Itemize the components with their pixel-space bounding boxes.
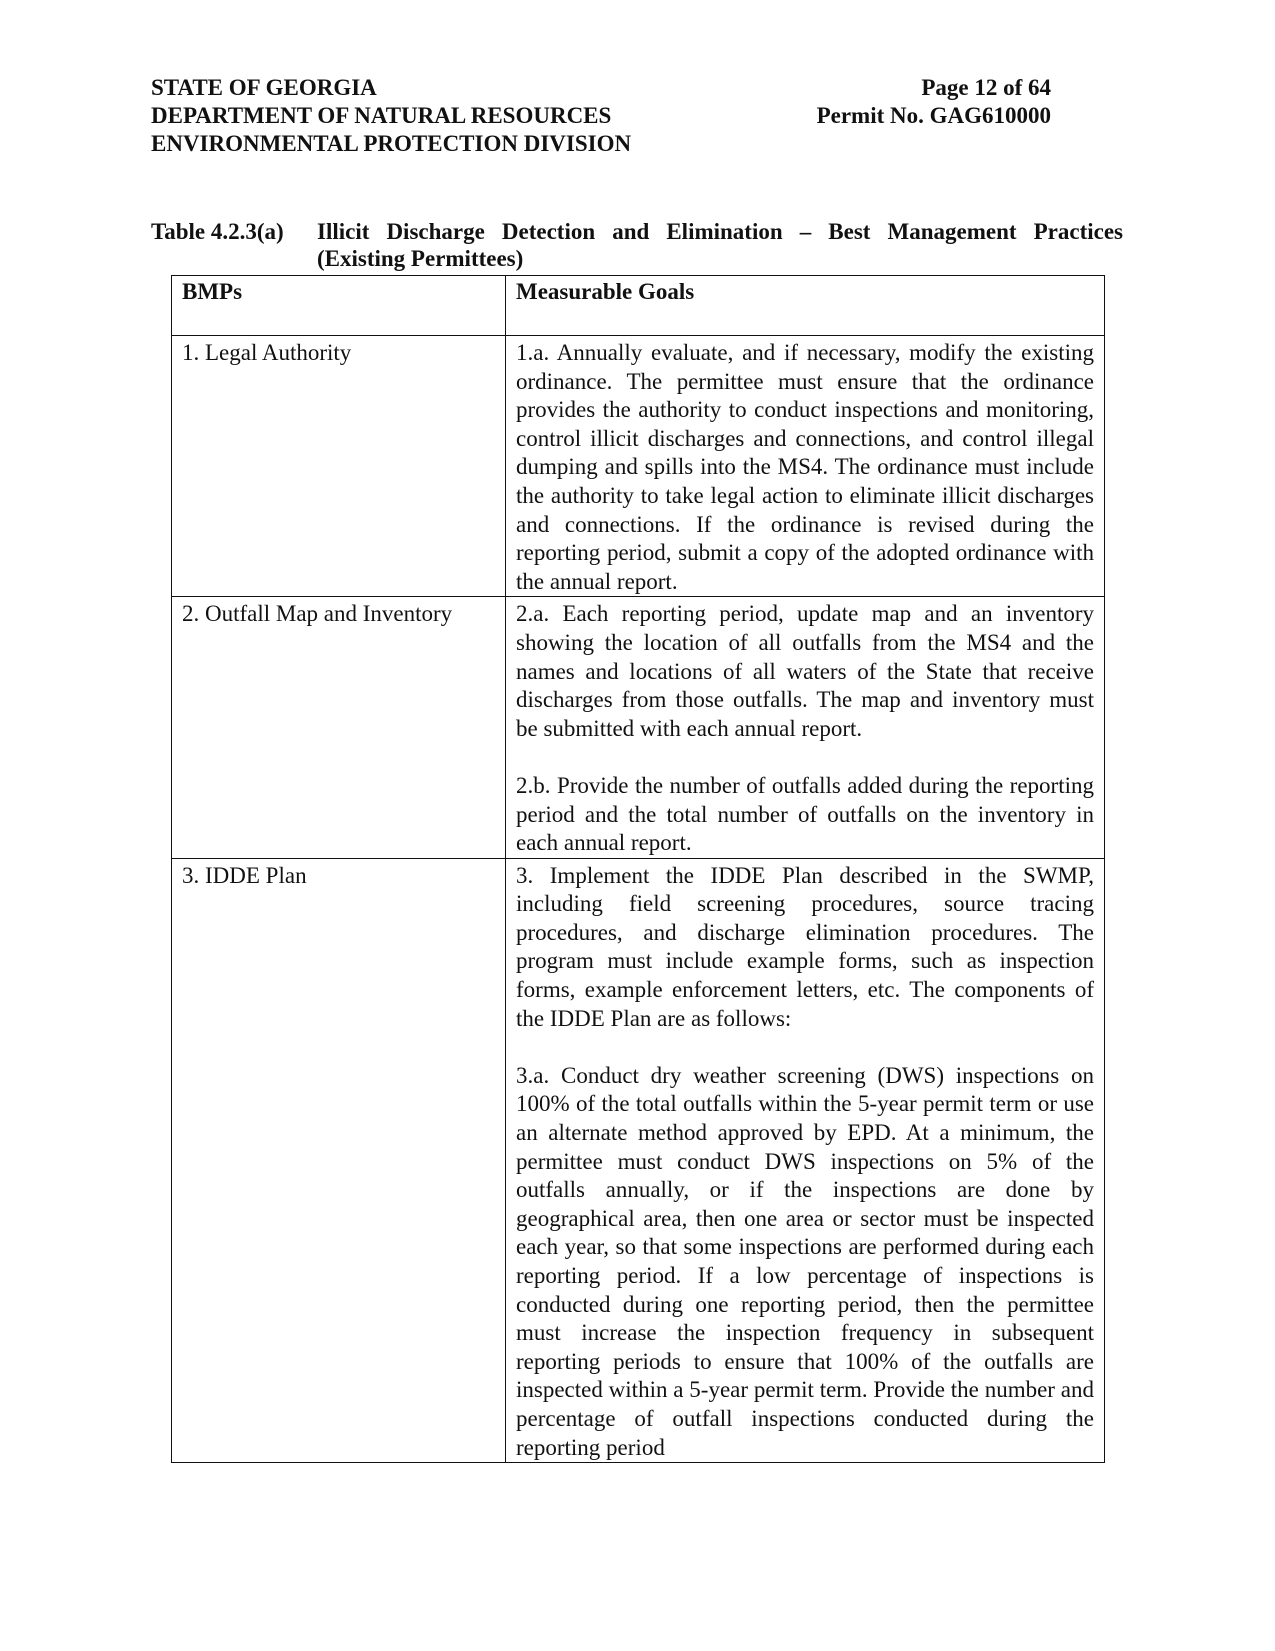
goal-2b: 2.b. Provide the number of outfalls added during the reporting period and the total number of outfalls on the inventory in each annual report. xyxy=(516,772,1094,856)
goal-1a: 1.a. Annually evaluate, and if necessary, modify the existing ordinance. The permittee must ensure that the ordinance provides the authority to conduct inspections and monitoring, control illicit discharges and connections, and control illegal dumping and spills into the MS4. The ordinance must include the authority to take legal action to eliminate illicit discharges and connections. If the ordinance is revised during the reporting period, submit a copy of the adopted ordinance with the annual report. xyxy=(516,340,1094,594)
goals-cell xyxy=(506,597,1105,858)
goal-3a: 3.a. Conduct dry weather screening (DWS) inspections on 100% of the total outfalls within the 5-year permit term or use an alternate method approved by EPD. At a minimum, the permittee must conduct DWS inspections on 5% of the outfalls annually, or if the inspections are done by geographical area, then one area or sector must be inspected each year, so that some inspections are performed during each reporting period. If a low percentage of inspections is conducted during one reporting period, then the permittee must increase the inspection frequency in subsequent reporting periods to ensure that 100% of the outfalls are inspected within a 5-year permit term. Provide the number and percentage of outfall inspections conducted during the reporting period xyxy=(516,1062,1094,1460)
table-number: Table 4.2.3(a) xyxy=(151,219,284,244)
goal-3: 3. Implement the IDDE Plan described in the SWMP, including field screening procedures, source tracing procedures, and discharge elimination procedures. The program must include example forms, such as inspection forms, example enforcement letters, etc. The components of the IDDE Plan are as follows: xyxy=(516,862,1094,1031)
bmp-table xyxy=(171,275,1105,1463)
goals-cell xyxy=(506,336,1105,597)
bmp-legal-authority: 1. Legal Authority xyxy=(172,336,506,597)
column-header-goals: Measurable Goals xyxy=(506,276,1105,336)
table-row xyxy=(172,858,1105,1462)
header-page-block xyxy=(817,74,1051,130)
permit-number: Permit No. GAG610000 xyxy=(816,103,1051,128)
table-header-row xyxy=(172,276,1105,336)
table-title: Illicit Discharge Detection and Elimination – Best Management Practices xyxy=(317,219,1123,244)
page-number: Page 12 of 64 xyxy=(921,75,1051,100)
table-subtitle: (Existing Permittees) xyxy=(317,246,524,271)
goal-2a: 2.a. Each reporting period, update map and an inventory showing the location of all outfalls from the MS4 and the names and locations of all waters of the State that receive discharges from those outfalls. The map and inventory must be submitted with each annual report. xyxy=(516,601,1094,741)
table-row xyxy=(172,336,1105,597)
bmp-idde-plan: 3. IDDE Plan xyxy=(172,858,506,1462)
table-row xyxy=(172,597,1105,858)
column-header-bmps: BMPs xyxy=(172,276,506,336)
header-division: ENVIRONMENTAL PROTECTION DIVISION xyxy=(151,131,632,156)
header-department: DEPARTMENT OF NATURAL RESOURCES xyxy=(151,103,612,128)
bmp-outfall-map: 2. Outfall Map and Inventory xyxy=(172,597,506,858)
goals-cell xyxy=(506,858,1105,1462)
header-state: STATE OF GEORGIA xyxy=(151,75,377,100)
header-agency-block xyxy=(151,74,631,158)
